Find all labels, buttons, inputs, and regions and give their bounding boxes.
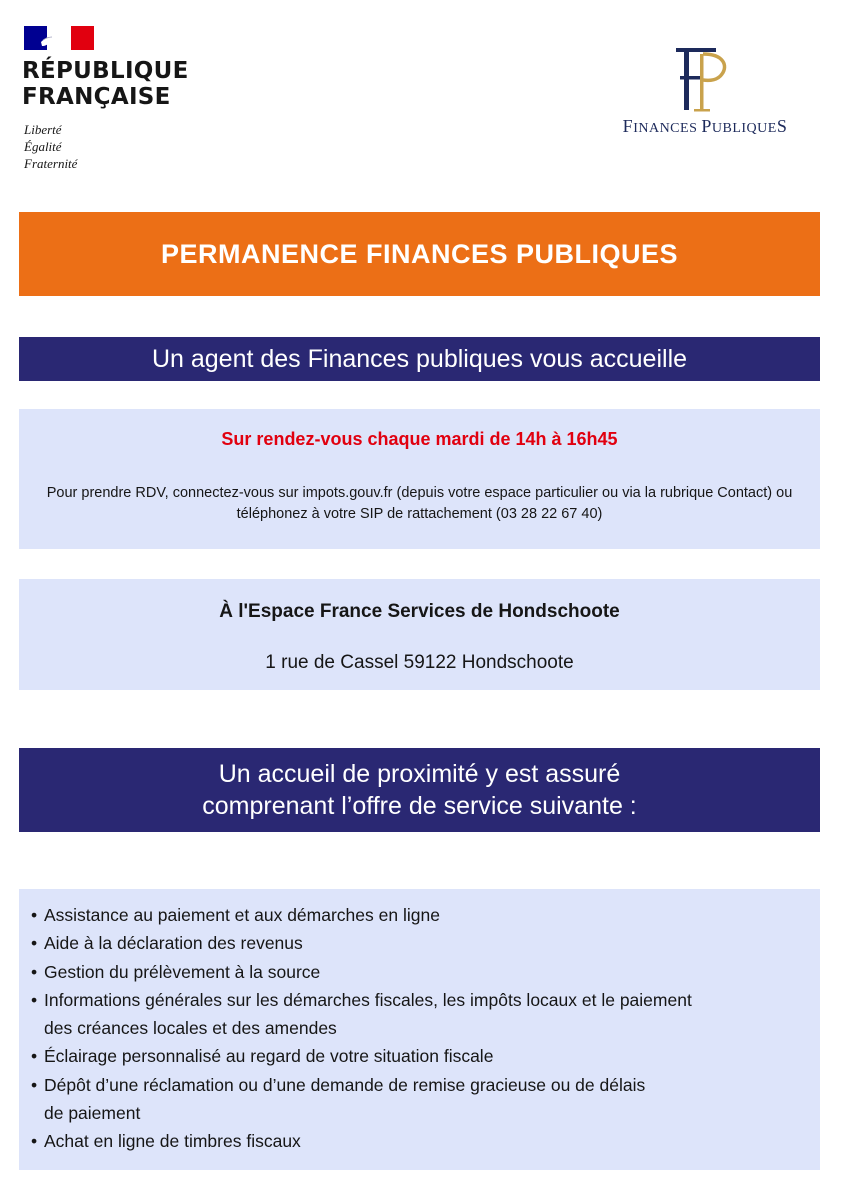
finances-publiques-label: [590, 116, 820, 137]
finances-publiques-fp-logo-icon: [672, 44, 734, 116]
motto-fraternite: Fraternité: [24, 156, 78, 171]
fp-letter-f: F: [622, 116, 634, 136]
services-banner: [19, 748, 820, 832]
services-banner-line-1: Un accueil de proximité y est assuré: [218, 760, 621, 788]
marianne-flag-logo: [24, 26, 94, 50]
subtitle-banner: [19, 337, 820, 381]
service-item-timbres: • Achat en ligne de timbres fiscaux: [31, 1127, 704, 1155]
rf-line-2: FRANÇAISE: [22, 84, 171, 110]
appointment-schedule: Sur rendez-vous chaque mardi de 14h à 16h45: [221, 429, 618, 449]
republic-motto: [24, 121, 77, 172]
title-banner: [19, 212, 820, 296]
service-item-reclamation: • Dépôt d’une réclamation ou d’une demande de remise gracieuse ou de délais de paiement: [31, 1071, 654, 1128]
services-box: [19, 889, 820, 1170]
service-item-eclairage: • Éclairage personnalisé au regard de votre situation fiscale: [31, 1042, 704, 1070]
service-item-declaration: • Aide à la déclaration des revenus: [31, 929, 704, 957]
location-address: 1 rue de Cassel 59122 Hondschoote: [265, 652, 574, 673]
fp-letter-s: S: [776, 116, 788, 136]
motto-egalite: Égalité: [24, 139, 62, 154]
marianne-profile-icon: [37, 26, 61, 50]
appointment-instructions: Pour prendre RDV, connectez-vous sur impots.gouv.fr (depuis votre espace particulier ou via la rubrique Contact) ou téléphonez à votre SIP de rattachement (03 28 22 67 40): [46, 485, 793, 522]
service-item-informations: • Informations générales sur les démarches fiscales, les impôts locaux et le paiement des créances locales et des amendes: [31, 986, 704, 1043]
appointment-box: [19, 409, 820, 549]
service-item-prelevement: • Gestion du prélèvement à la source: [31, 958, 704, 986]
services-list: [31, 901, 704, 1156]
fp-word-ublique: UBLIQUE: [711, 121, 777, 136]
services-banner-line-2: comprenant l’offre de service suivante :: [202, 792, 637, 820]
motto-liberte: Liberté: [24, 122, 62, 137]
service-item-assistance: • Assistance au paiement et aux démarches en ligne: [31, 901, 704, 929]
location-box: [19, 579, 820, 690]
rf-line-1: RÉPUBLIQUE: [22, 58, 189, 84]
fp-word-inances: INANCES: [633, 121, 702, 136]
subtitle-banner-text: Un agent des Finances publiques vous accueille: [151, 344, 688, 373]
fp-letter-p: P: [701, 116, 712, 136]
location-name: À l'Espace France Services de Hondschoote: [219, 601, 620, 622]
republique-francaise-title: [22, 58, 189, 110]
title-banner-text: PERMANENCE FINANCES PUBLIQUES: [160, 238, 679, 269]
